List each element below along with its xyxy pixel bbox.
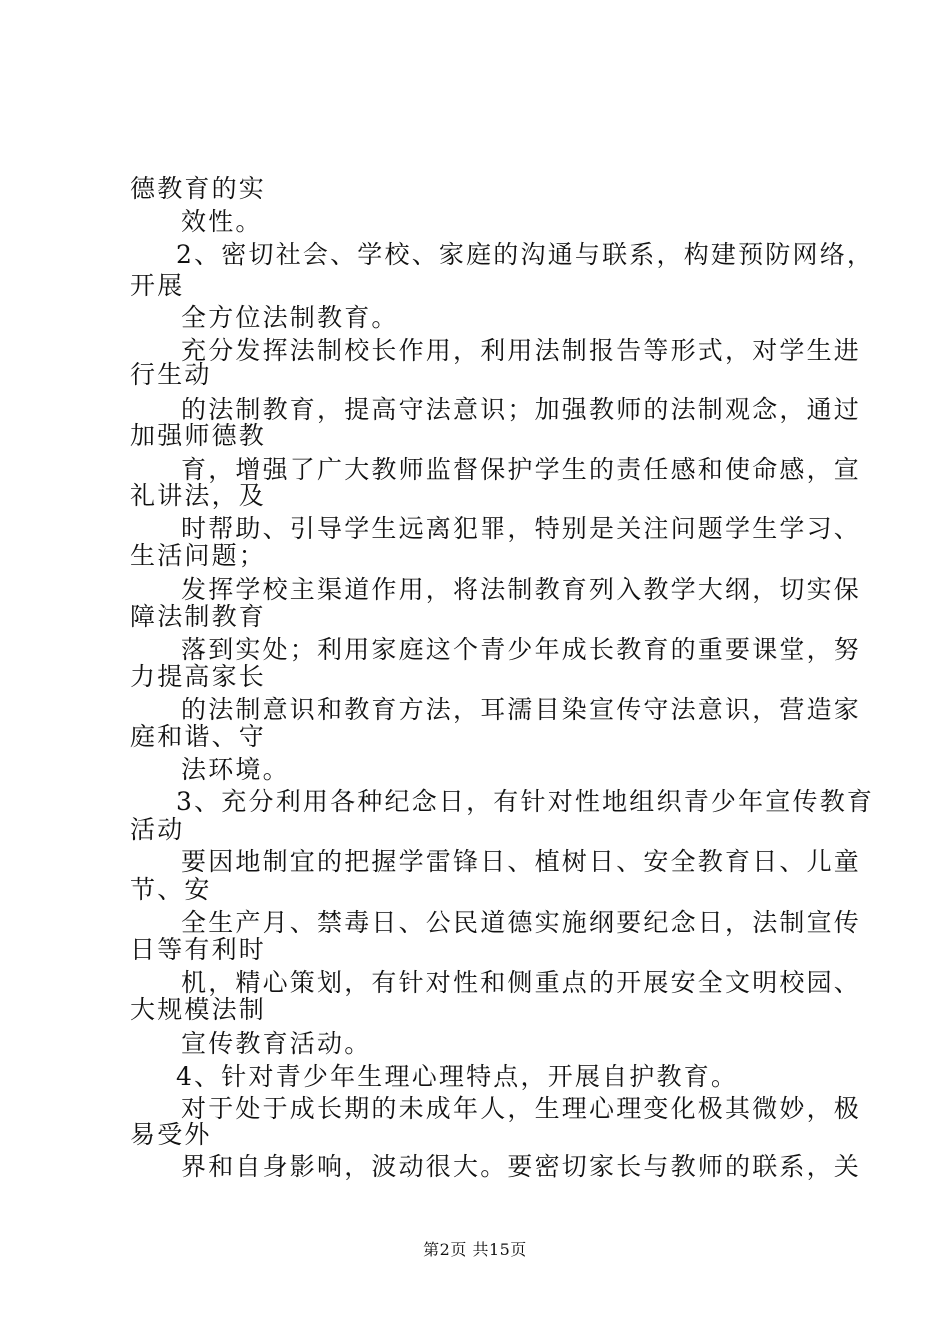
text-line: 4、针对青少年生理心理特点，开展自护教育。	[176, 1062, 739, 1091]
text-line: 障法制教育	[130, 602, 267, 631]
text-line: 全生产月、禁毒日、公民道德实施纲要纪念日，法制宣传	[181, 908, 862, 937]
text-line: 生活问题；	[130, 541, 267, 570]
text-line: 日等有利时	[130, 935, 267, 964]
text-line: 充分发挥法制校长作用，利用法制报告等形式，对学生进	[181, 336, 862, 365]
text-line: 时帮助、引导学生远离犯罪，特别是关注问题学生学习、	[181, 514, 862, 543]
text-line: 庭和谐、守	[130, 722, 267, 751]
text-line: 行生动	[130, 360, 212, 389]
text-line: 3、充分利用各种纪念日，有针对性地组织青少年宣传教育	[176, 787, 875, 816]
text-line: 开展	[130, 271, 185, 300]
text-line: 力提高家长	[130, 662, 267, 691]
text-line: 对于处于成长期的未成年人，生理心理变化极其微妙，极	[181, 1094, 862, 1123]
text-line: 机，精心策划，有针对性和侧重点的开展安全文明校园、	[181, 968, 862, 997]
text-line: 效性。	[181, 207, 263, 236]
text-line: 落到实处；利用家庭这个青少年成长教育的重要课堂，努	[181, 635, 862, 664]
text-line: 的法制教育，提高守法意识；加强教师的法制观念，通过	[181, 395, 862, 424]
text-line: 加强师德教	[130, 421, 267, 450]
text-line: 礼讲法，及	[130, 481, 267, 510]
text-line: 发挥学校主渠道作用，将法制教育列入教学大纲，切实保	[181, 575, 862, 604]
text-line: 节、安	[130, 875, 212, 904]
text-line: 的法制意识和教育方法，耳濡目染宣传守法意识，营造家	[181, 695, 862, 724]
text-line: 宣传教育活动。	[181, 1029, 372, 1058]
page-number-footer: 第2页 共15页	[423, 1240, 527, 1259]
text-line: 2、密切社会、学校、家庭的沟通与联系，构建预防网络，	[176, 240, 875, 269]
text-line: 活动	[130, 815, 185, 844]
text-line: 要因地制宜的把握学雷锋日、植树日、安全教育日、儿童	[181, 847, 862, 876]
text-line: 界和自身影响，波动很大。要密切家长与教师的联系，关	[181, 1152, 862, 1181]
text-line: 德教育的实	[130, 174, 267, 203]
text-line: 易受外	[130, 1120, 212, 1149]
text-line: 法环境。	[181, 755, 290, 784]
text-line: 育，增强了广大教师监督保护学生的责任感和使命感，宣	[181, 455, 862, 484]
text-line: 全方位法制教育。	[181, 303, 399, 332]
text-line: 大规模法制	[130, 995, 267, 1024]
